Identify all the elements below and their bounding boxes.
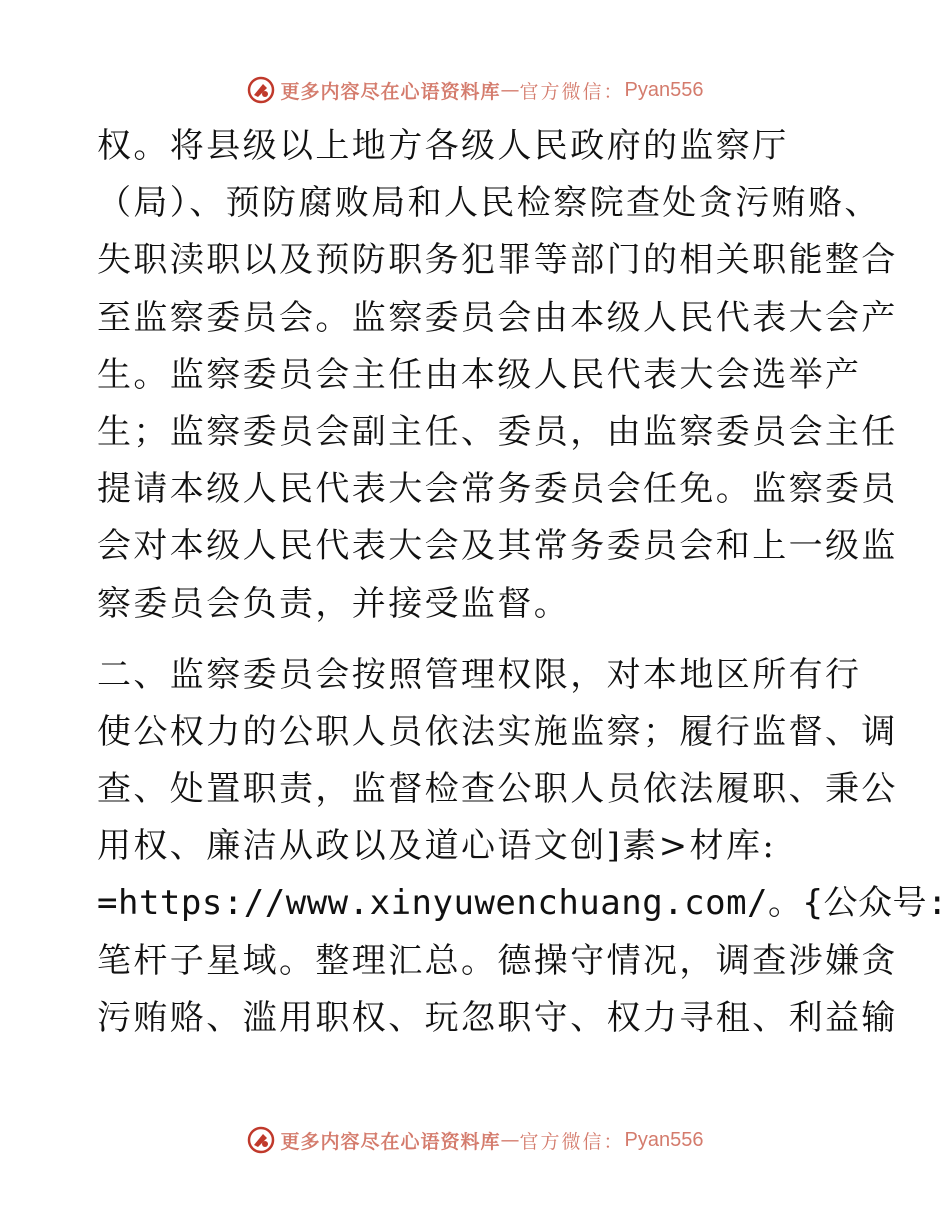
text-line: 二、监察委员会按照管理权限，对本地区所有行: [97, 654, 862, 695]
paragraph-2: [97, 647, 948, 1047]
text-line: 污贿赂、滥用职权、玩忽职守、权力寻租、利益输: [97, 997, 898, 1038]
banner-dash: —: [500, 79, 520, 101]
banner-subtitle: 官方微信：: [519, 1130, 625, 1153]
text-line: 权。将县级以上地方各级人民政府的监察厅: [97, 126, 789, 166]
banner-dash: —: [500, 1129, 520, 1151]
text-line: 生。监察委员会主任由本级人民代表大会选举产: [97, 354, 862, 395]
paragraph-gap: [97, 633, 857, 647]
logo-icon: [247, 1126, 275, 1154]
document-body: [97, 118, 948, 1047]
text-line: 提请本级人民代表大会常务委员会任免。监察委员: [97, 469, 898, 510]
text-line: 生；监察委员会副主任、委员，由监察委员会主任: [97, 411, 898, 452]
text-line: 失职渎职以及预防职务犯罪等部门的相关职能整合: [97, 240, 898, 281]
text-line: （局）、预防腐败局和人民检察院查处贪污贿赂、: [97, 183, 881, 224]
banner-title: 更多内容尽在心语资料库: [280, 80, 501, 103]
banner-title: 更多内容尽在心语资料库: [280, 1130, 501, 1153]
text-line: 用权、廉洁从政以及道心语文创]素>材库:: [97, 826, 777, 867]
paragraph-1: [97, 118, 898, 633]
text-line: 会对本级人民代表大会及其常务委员会和上一级监: [97, 526, 898, 567]
text-line: 笔杆子星域。整理汇总。德操守情况，调查涉嫌贪: [97, 940, 898, 981]
header-banner: [0, 70, 950, 110]
url-line: =https://www.xinyuwenchuang.com/。{公众号:: [97, 883, 948, 924]
logo-icon: [247, 76, 275, 104]
banner-wechat-id: Pyan556: [624, 1128, 704, 1151]
text-line: 查、处置职责，监督检查公职人员依法履职、秉公: [97, 769, 898, 810]
text-line: 察委员会负责，并接受监督。: [97, 583, 571, 624]
text-line: 使公权力的公职人员依法实施监察；履行监督、调: [97, 711, 898, 752]
banner-wechat-id: Pyan556: [624, 78, 704, 101]
banner-subtitle: 官方微信：: [519, 80, 625, 103]
text-line: 至监察委员会。监察委员会由本级人民代表大会产: [97, 297, 898, 338]
footer-banner: [0, 1120, 950, 1160]
